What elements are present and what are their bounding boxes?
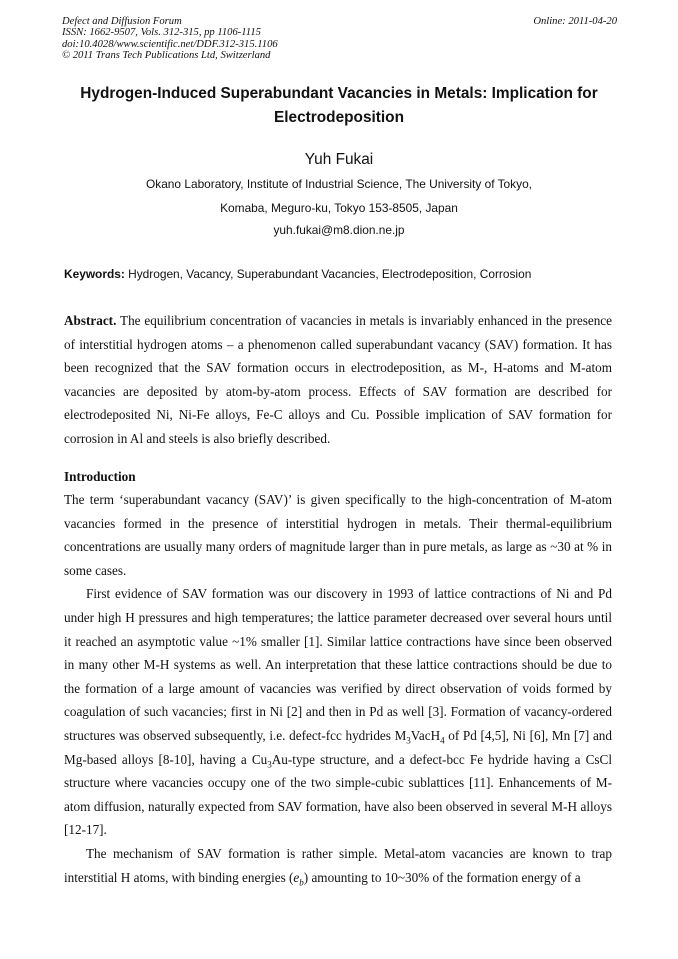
- doi-line: doi:10.4028/www.scientific.net/DDF.312-315.1106: [62, 38, 278, 50]
- affiliation-line-1: Okano Laboratory, Institute of Industrial Science, The University of Tokyo,: [146, 177, 532, 191]
- author-email: yuh.fukai@m8.dion.ne.jp: [273, 223, 405, 237]
- intro-paragraph-1: The term ‘superabundant vacancy (SAV)’ is given specifically to the high-concentration of M-atom vacancies formed in the presence of interstitial hydrogen in metals. Their thermal-equilibrium concentrations are usually many orders of magnitude larger than in pure metals, as large as ~30 at % in some cases.: [64, 492, 612, 578]
- paper-title: Hydrogen-Induced Superabundant Vacancies in Metals: Implication for Electrodeposition: [80, 85, 598, 126]
- affiliation-line-2: Komaba, Meguro-ku, Tokyo 153-8505, Japan: [220, 201, 458, 215]
- intro-paragraph-2: First evidence of SAV formation was our discovery in 1993 of lattice contractions of Ni and Pd under high H pressures and high temperatures; the lattice parameter decreased over several hours until it reached an asymptotic value ~1% smaller [1]. Similar lattice contractions have since been observed in many other M-H systems as well. An interpretation that these lattice contractions should be due to the formation of a large amount of vacancies was verified by direct observation of voids formed by coagulation of such vacancies; first in Ni [2] and then in Pd as well [3]. Formation of vacancy-ordered structures was observed subsequently, i.e. defect-fcc hydrides $M_3VacH_4$ of Pd [4,5], Ni [6], Mn [7] and Mg-based alloys [8-10], having a $Cu_3Au$-type structure, and a defect-bcc Fe hydride having a CsCl structure where vacancies occupy one of the two simple-cubic sublattices [11]. Enhancements of M-atom diffusion, naturally expected from SAV formation, have also been observed in several M-H alloys [12-17].: [64, 586, 612, 838]
- journal-name: Defect and Diffusion Forum: [62, 16, 182, 27]
- keywords-list: Hydrogen, Vacancy, Superabundant Vacancies, Electrodeposition, Corrosion: [128, 267, 532, 281]
- abstract: [64, 309, 612, 451]
- copyright-line: © 2011 Trans Tech Publications Ltd, Switzerland: [62, 50, 271, 62]
- keywords: [64, 266, 619, 282]
- journal-header: [62, 16, 617, 62]
- abstract-label: Abstract.: [64, 313, 117, 328]
- introduction-body: [64, 488, 612, 889]
- issn-line: ISSN: 1662-9507, Vols. 312-315, pp 1106-1115: [62, 27, 261, 39]
- author-name: Yuh Fukai: [304, 151, 374, 168]
- keywords-label: Keywords:: [64, 267, 125, 281]
- online-date: Online: 2011-04-20: [533, 16, 617, 27]
- introduction-heading: Introduction: [64, 469, 136, 484]
- intro-paragraph-3: The mechanism of SAV formation is rather simple. Metal-atom vacancies are known to trap interstitial H atoms, with binding energies $(e_b)$ amounting to 10~30% of the formation energy of a: [64, 845, 612, 888]
- abstract-text: The equilibrium concentration of vacancies in metals is invariably enhanced in the presence of interstitial hydrogen atoms – a phenomenon called superabundant vacancy (SAV) formation. It has been recognized that the SAV formation occurs in electrodeposition, as M-, H-atoms and M-atom vacancies are deposited by atom-by-atom process. Effects of SAV formation are described for electrodeposited Ni, Ni-Fe alloys, Fe-C alloys and Cu. Possible implication of SAV formation for corrosion in Al and steels is also briefly described.: [64, 313, 612, 446]
